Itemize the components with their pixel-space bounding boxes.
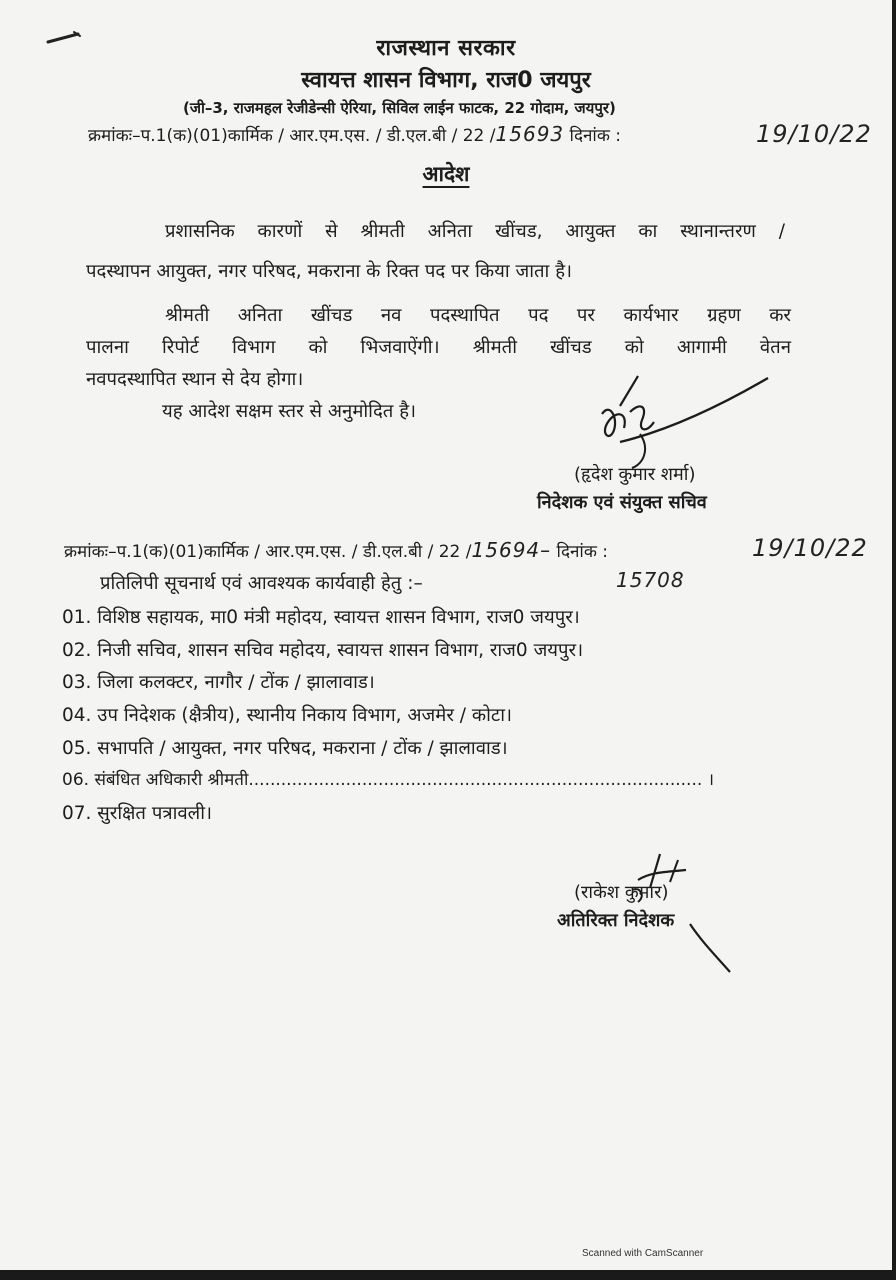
para2-line3: नवपदस्थापित स्थान से देय होगा। [86, 369, 304, 390]
order-ref-date-label: दिनांक : [569, 126, 622, 146]
para2-line2: पालना रिपोर्ट विभाग को भिजवाऐंगी। श्रीमती खींचड को आगामी वेतन [86, 337, 791, 358]
copy-list-item-2: 02. निजी सचिव, शासन सचिव महोदय, स्वायत्त शासन विभाग, राज0 जयपुर। [62, 640, 584, 661]
copy-list-item-7: 07. सुरक्षित पत्रावली। [62, 803, 212, 824]
order-ref-prefix: क्रमांकः–प.1(क)(01)कार्मिक / आर.एम.एस. / डी.एल.बी / 22 / [88, 126, 496, 146]
copy-list-item-6: 06. संबंधित अधिकारी श्रीमती.................................................................................... । [62, 770, 715, 790]
govt-name: राजस्थान सरकार [376, 36, 516, 61]
department-address: (जी–3, राजमहल रेजीडेन्सी ऐरिया, सिविल लाईन फाटक, 22 गोदाम, जयपुर) [183, 99, 616, 117]
order-ref-number: 15693 [495, 122, 565, 146]
order-ref-date: 19/10/22 [756, 120, 872, 148]
signatory2-designation: अतिरिक्त निदेशक [557, 910, 675, 931]
order-title: आदेश [422, 162, 470, 186]
copy-ref-number: 15694– [471, 538, 552, 562]
para2-line1: श्रीमती अनिता खींचड नव पदस्थापित पद पर कार्यभार ग्रहण कर [165, 305, 791, 326]
signatory2-name: (राकेश कुमार) [574, 882, 669, 903]
scanner-footer: Scanned with CamScanner [582, 1248, 704, 1259]
para1-line1: प्रशासनिक कारणों से श्रीमती अनिता खींचड, आयुक्त का स्थानान्तरण / [165, 221, 785, 242]
signatory1-designation: निदेशक एवं संयुक्त सचिव [537, 492, 707, 513]
copy-intro: प्रतिलिपी सूचनार्थ एवं आवश्यक कार्यवाही हेतु :– [100, 573, 423, 594]
copy-list-item-3: 03. जिला कलक्टर, नागौर / टोंक / झालावाड। [62, 672, 375, 693]
signatory1-name: (हृदेश कुमार शर्मा) [574, 464, 696, 485]
order-reference [88, 122, 621, 146]
copy-ref-date-label: दिनांक : [556, 542, 609, 562]
para3: यह आदेश सक्षम स्तर से अनुमोदित है। [162, 401, 417, 422]
para1-line2: पदस्थापन आयुक्त, नगर परिषद, मकराना के रिक्त पद पर किया जाता है। [86, 261, 573, 282]
copy-ref-prefix: क्रमांकः–प.1(क)(01)कार्मिक / आर.एम.एस. / डी.एल.बी / 22 / [64, 542, 472, 562]
copy-ref-date: 19/10/22 [752, 534, 868, 562]
copy-reference [64, 538, 608, 562]
copy-list-item-5: 05. सभापति / आयुक्त, नगर परिषद, मकराना / टोंक / झालावाड। [62, 738, 508, 759]
copy-ref-number-end: 15708 [616, 568, 685, 592]
copy-list-item-4: 04. उप निदेशक (क्षैत्रीय), स्थानीय निकाय विभाग, अजमेर / कोटा। [62, 705, 513, 726]
department-name: स्वायत्त शासन विभाग, राज0 जयपुर [301, 68, 591, 93]
copy-list-item-1: 01. विशिष्ठ सहायक, मा0 मंत्री महोदय, स्वायत्त शासन विभाग, राज0 जयपुर। [62, 607, 580, 628]
